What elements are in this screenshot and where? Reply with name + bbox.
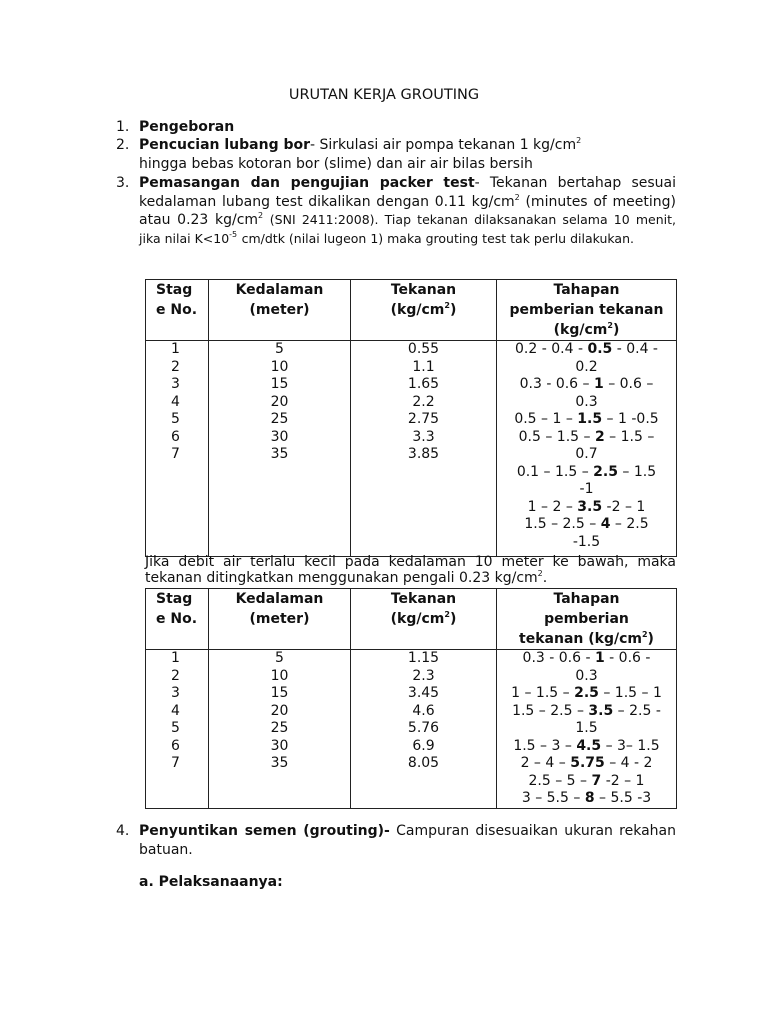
stages-detail-column (497, 341, 677, 557)
stage-detail-line: 1 – 1.5 – 2.5 – 1.5 – 1 (511, 685, 662, 701)
pressure-value: 4.6 (412, 702, 435, 719)
superscript: 2 (514, 192, 520, 202)
depth-value: 5 (275, 341, 284, 357)
header-depth: Kedalaman (meter) (209, 280, 351, 341)
step-number: 1. (116, 119, 130, 135)
step-text: Campuran disesuaikan ukuran rekahan batuan. (139, 823, 676, 858)
pressure-value: 2.75 (407, 411, 440, 427)
header-stages-detail: Tahapan pemberian tekanan $(kg/cm^2)$ (497, 589, 677, 650)
stage-number: 1 (171, 341, 180, 357)
table-header-row (146, 589, 677, 650)
stage-number: 6 (171, 428, 180, 445)
step-4 (116, 822, 676, 859)
pressure-value: 8.05 (407, 755, 440, 771)
depth-value: 35 (270, 755, 289, 771)
stage-detail-line: 1.5 (575, 720, 598, 736)
stage-detail-line: 0.3 (575, 393, 598, 410)
pressure-value: 3.3 (412, 428, 435, 445)
pressure-table-1 (145, 279, 677, 557)
depth-column (209, 341, 351, 557)
stage-detail-line: 2 – 4 – 5.75 – 4 - 2 (520, 755, 653, 771)
stage-number: 1 (171, 650, 180, 666)
stage-detail-line: 1.5 – 3 – 4.5 – 3– 1.5 (513, 737, 660, 754)
depth-value: 30 (270, 737, 289, 754)
superscript: 2 (576, 136, 582, 145)
step-text: (SNI 2411:2008). Tiap tekanan dilaksanakan selama 10 menit, jika nilai K<10 (139, 212, 676, 246)
stage-detail-line: 0.5 – 1.5 – 2 – 1.5 – (518, 428, 655, 445)
pressure-value: 2.3 (412, 667, 435, 684)
stage-number: 6 (171, 737, 180, 754)
header-pressure: Tekanan $(kg/cm^2)$ (351, 589, 497, 650)
table-header-row (146, 280, 677, 341)
stage-number: 4 (171, 393, 180, 410)
step-heading: Pengeboran (139, 119, 235, 135)
stage-number: 2 (171, 358, 180, 375)
header-depth: Kedalaman (meter) (209, 589, 351, 650)
pressure-value: 2.2 (412, 393, 435, 410)
paragraph-text: Jika debit air terlalu kecil pada kedalaman 10 meter ke bawah, maka tekanan ditingkatkan menggunakan pengali 0.23 kg/cm (145, 554, 676, 586)
step-text: hingga bebas kotoran bor (slime) dan air air bilas bersih (139, 155, 533, 172)
superscript: 2 (258, 211, 264, 220)
step-text: (minutes of meeting) atau 0.23 kg/cm (139, 193, 676, 228)
step-2 (116, 136, 676, 173)
depth-value: 10 (270, 358, 289, 375)
stage-number: 4 (171, 702, 180, 719)
stage-detail-line: -1 (579, 481, 594, 497)
stage-detail-line: 0.3 - 0.6 – 1 – 0.6 – (519, 376, 654, 392)
header-pressure: Tekanan $(kg/cm^2)$ (351, 280, 497, 341)
table-row (146, 341, 677, 557)
header-stage: Stag e No. (146, 280, 209, 341)
stage-detail-line: 0.5 – 1 – 1.5 – 1 -0.5 (514, 411, 659, 427)
stage-detail-line: 1.5 – 2.5 – 3.5 – 2.5 - (512, 702, 661, 719)
stage-detail-line: 3 – 5.5 – 8 – 5.5 -3 (521, 790, 652, 806)
depth-value: 20 (270, 702, 289, 719)
step-text: - Sirkulasi air pompa tekanan 1 kg/cm (310, 137, 577, 153)
header-stage: Stag e No. (146, 589, 209, 650)
pressure-value: 3.85 (407, 446, 440, 462)
step-number: 3. (116, 175, 130, 191)
header-stages-detail: Tahapan pemberian tekanan $(kg/cm^2)$ (497, 280, 677, 341)
pressure-value: 3.45 (407, 685, 440, 701)
stage-column (146, 341, 209, 557)
superscript: -5 (229, 229, 238, 239)
step-3 (116, 174, 676, 248)
step-1 (116, 118, 676, 137)
document-title: URUTAN KERJA GROUTING (288, 87, 480, 103)
stage-number: 5 (171, 720, 180, 736)
stage-detail-line: 0.2 - 0.4 - 0.5 - 0.4 - (515, 341, 658, 357)
pressure-value: 0.55 (407, 341, 440, 357)
stage-detail-line: 0.7 (575, 446, 598, 462)
step-heading: Pemasangan dan pengujian packer test (139, 175, 475, 191)
depth-value: 25 (270, 411, 289, 427)
stage-column (146, 650, 209, 809)
depth-value: 30 (270, 428, 289, 445)
step-text: - Tekanan bertahap sesuai kedalaman lubang test dikalikan dengan 0.11 kg/cm (139, 175, 676, 210)
stage-detail-line: 0.3 - 0.6 - 1 - 0.6 - (522, 650, 651, 666)
stages-detail-column (497, 650, 677, 809)
stage-detail-line: 0.2 (575, 358, 598, 375)
pressure-value: 1.1 (412, 358, 435, 375)
sub-heading-a: a. Pelaksanaanya: (139, 874, 283, 890)
step-text: cm/dtk (nilai lugeon 1) maka grouting test tak perlu dilakukan. (241, 230, 634, 246)
step-number: 2. (116, 137, 130, 153)
depth-value: 15 (270, 685, 289, 701)
stage-number: 5 (171, 411, 180, 427)
pressure-value: 1.15 (407, 650, 440, 666)
depth-value: 5 (275, 650, 284, 666)
stage-number: 3 (171, 376, 180, 392)
depth-column (209, 650, 351, 809)
stage-number: 7 (171, 446, 180, 462)
table-row (146, 650, 677, 809)
step-heading: Penyuntikan semen (grouting)- (139, 823, 390, 839)
between-paragraph (145, 554, 676, 586)
stage-number: 2 (171, 667, 180, 684)
pressure-value: 5.76 (407, 720, 440, 736)
step-number: 4. (116, 823, 130, 839)
depth-value: 15 (270, 376, 289, 392)
stage-number: 3 (171, 685, 180, 701)
stage-number: 7 (171, 755, 180, 771)
depth-value: 25 (270, 720, 289, 736)
paragraph-text: . (542, 570, 548, 586)
stage-detail-line: 0.3 (575, 667, 598, 684)
stage-detail-line: 0.1 – 1.5 – 2.5 – 1.5 (516, 463, 657, 480)
stage-detail-line: 1.5 – 2.5 – 4 – 2.5 (524, 516, 649, 532)
step-heading: Pencucian lubang bor (139, 137, 311, 153)
pressure-value: 1.65 (407, 376, 440, 392)
stage-detail-line: 1 – 2 – 3.5 -2 – 1 (527, 498, 646, 515)
depth-value: 10 (270, 667, 289, 684)
depth-value: 35 (270, 446, 289, 462)
pressure-column (351, 341, 497, 557)
pressure-table-2 (145, 588, 677, 809)
superscript: 2 (537, 569, 543, 578)
stage-detail-line: 2.5 – 5 – 7 -2 – 1 (528, 772, 645, 789)
pressure-column (351, 650, 497, 809)
stage-detail-line: -1.5 (572, 533, 601, 550)
pressure-value: 6.9 (412, 737, 435, 754)
depth-value: 20 (270, 393, 289, 410)
